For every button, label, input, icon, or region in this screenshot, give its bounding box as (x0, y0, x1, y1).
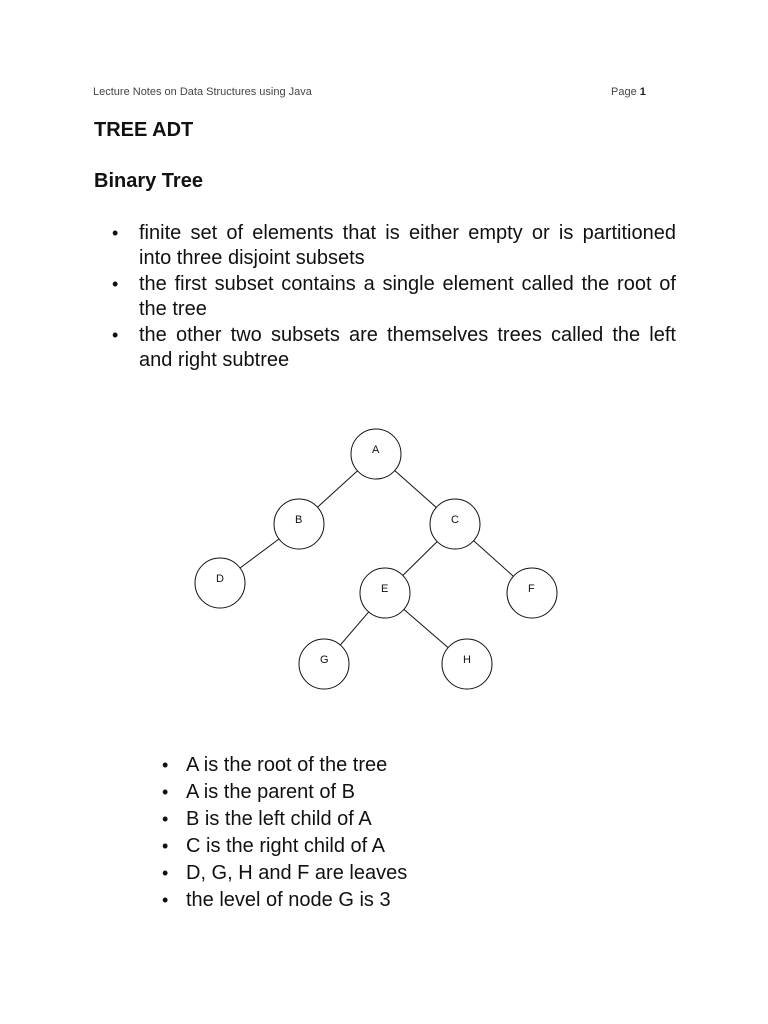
fact-item: • A is the root of the tree (160, 752, 407, 779)
fact-item: • D, G, H and F are leaves (160, 860, 407, 887)
tree-node-f (507, 568, 557, 618)
tree-node-label: C (451, 514, 459, 526)
tree-node-label: F (528, 583, 535, 595)
subsection-heading: Binary Tree (94, 170, 203, 192)
tree-node-label: D (216, 573, 224, 585)
fact-item: • the level of node G is 3 (160, 887, 407, 914)
tree-node-e (360, 568, 410, 618)
tree-edge-c-f (473, 540, 514, 577)
fact-item: • B is the left child of A (160, 806, 407, 833)
definition-item: • the first subset contains a single element called the root of the tree (110, 272, 676, 322)
tree-facts-list (160, 752, 407, 914)
tree-node-a (351, 429, 401, 479)
tree-node-b (274, 499, 324, 549)
tree-edge-c-e (402, 541, 438, 576)
tree-nodes (195, 429, 557, 689)
definition-item: • finite set of elements that is either empty or is partitioned into three disjoint subsets (110, 221, 676, 271)
fact-item: • A is the parent of B (160, 779, 407, 806)
tree-node-h (442, 639, 492, 689)
tree-edge-b-d (239, 538, 280, 568)
tree-node-d (195, 558, 245, 608)
tree-edge-a-b (317, 470, 358, 508)
tree-edges (239, 470, 514, 648)
tree-edge-a-c (394, 470, 437, 508)
definition-item: • the other two subsets are themselves trees called the left and right subtree (110, 323, 676, 373)
tree-edge-e-g (340, 611, 370, 646)
fact-item: • C is the right child of A (160, 833, 407, 860)
section-heading: TREE ADT (94, 119, 194, 141)
page-label: Page (611, 86, 637, 98)
tree-edge-e-h (403, 609, 449, 649)
tree-node-label: B (295, 514, 303, 526)
running-header-title: Lecture Notes on Data Structures using Java (93, 86, 312, 98)
page-number: 1 (639, 86, 646, 98)
tree-node-label: A (372, 444, 380, 456)
tree-node-g (299, 639, 349, 689)
tree-node-label: G (320, 654, 329, 666)
tree-node-label: H (463, 654, 471, 666)
tree-node-c (430, 499, 480, 549)
tree-node-label: E (381, 583, 389, 595)
